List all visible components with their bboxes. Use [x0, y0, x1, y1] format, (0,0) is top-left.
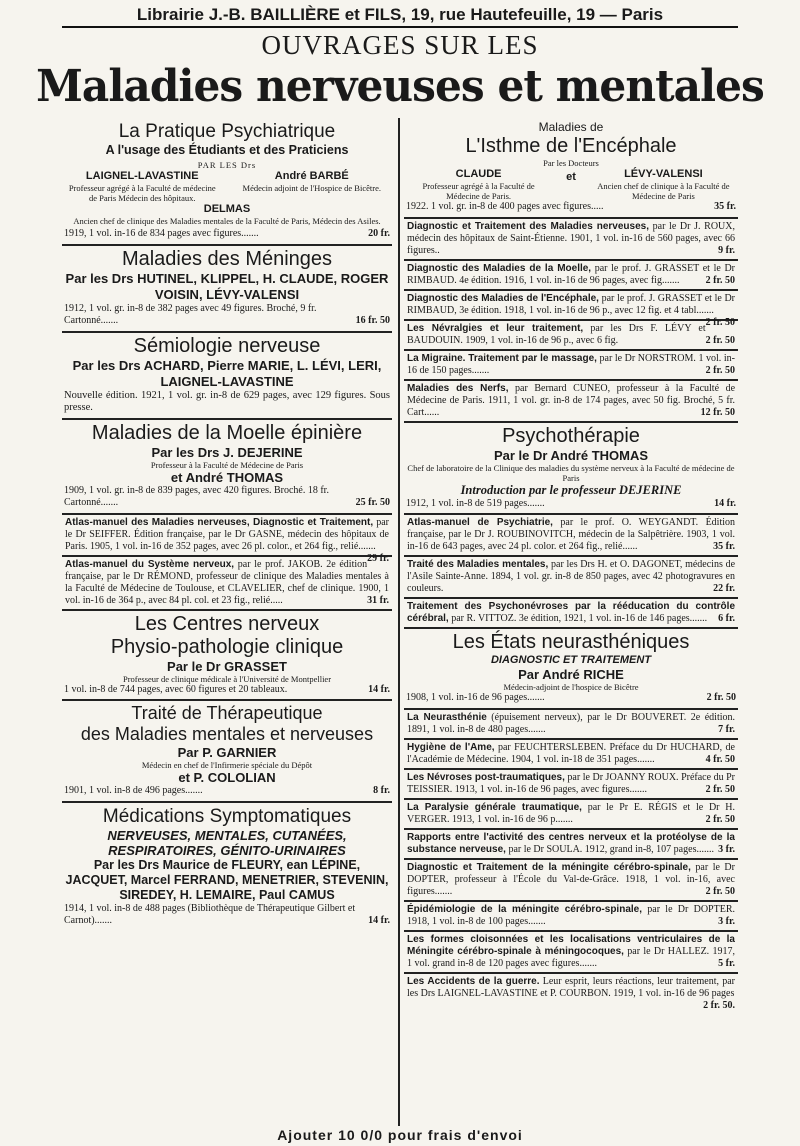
section-title: Sémiologie nerveuse: [133, 334, 321, 357]
book-entry: [404, 557, 738, 599]
price: 25 fr. 50: [355, 497, 390, 508]
section-title: des Maladies mentales et nerveuses: [80, 724, 374, 744]
price-line: [64, 228, 390, 241]
edition-info: 1919, 1 vol. in-16 de 834 pages avec figures.......: [64, 228, 259, 239]
author-name: DELMAS: [203, 203, 251, 215]
entry-title: Traitement des Psychonévroses par la rééducation du contrôle cérébral,: [407, 601, 735, 624]
section-subtitle: NERVEUSES, MENTALES, CUTANÉES,: [107, 827, 347, 843]
book-entry: [404, 830, 738, 860]
book-entry: [404, 261, 738, 291]
entry-text: par le prof. O. WEYGANDT. Édition française, par le Dr J. ROUBINOVITCH, médecin de la Salpêtrière. 1903, 1 vol. in-16 de 643 pages, avec 24 pl. color. et 264 fig., relié......: [407, 517, 736, 552]
price-line: [406, 692, 736, 705]
section-title: Médications Symptomatiques: [102, 805, 352, 827]
author-block: [406, 168, 551, 201]
right-column: [404, 118, 738, 1126]
section-authors: Par les Drs HUTINEL, KLIPPEL, H. CLAUDE, ROGER VOISIN, LÉVY-VALENSI: [65, 270, 389, 302]
edition-info: 1922. 1 vol. gr. in-8 de 400 pages avec figures.....: [406, 201, 604, 212]
entry-text: par le Pr E. RÉGIS et le Dr H. VERGER. 1913, 1 vol. in-16 de 96 p.......: [407, 801, 735, 825]
price: 2 fr. 50: [705, 885, 735, 897]
entry-text: par FEUCHTERSLEBEN. Préface du Dr HUCHARD, de l'Académie de Médecine. 1904, 1 vol. in-18 de 351 pages.......: [407, 741, 735, 765]
columns: [62, 118, 738, 1126]
author-desc: Médecin en chef de l'Infirmerie spéciale du Dépôt: [141, 760, 313, 770]
entry-title: La Paralysie générale traumatique,: [407, 801, 582, 813]
edition-info: 1901, 1 vol. in-8 de 496 pages.......: [64, 785, 203, 796]
author-block: [234, 170, 390, 203]
entry-title: Les Névralgies et leur traitement,: [407, 322, 584, 334]
edition-info: 1914, 1 vol. in-8 de 488 pages (Bibliothèque de Thérapeutique Gilbert et Carnot).......: [64, 902, 356, 926]
author-name: et André THOMAS: [170, 469, 284, 485]
entry-title: La Migraine. Traitement par le massage,: [407, 352, 597, 364]
author-name: Par le Dr GRASSET: [167, 658, 287, 674]
book-entry: [404, 515, 738, 557]
entry-title: Diagnostic et Traitement de la méningite cérébro-spinale,: [407, 861, 691, 873]
edition-info: 1912, 1 vol. gr. in-8 de 382 pages avec 49 figures. Broché, 9 fr. Cartonné.......: [64, 302, 317, 326]
section-title: Les Centres nerveux: [134, 612, 320, 635]
section-therapeutique: [62, 701, 392, 803]
section-title: Maladies des Méninges: [121, 247, 333, 270]
publisher-masthead: Librairie J.-B. BAILLIÈRE et FILS, 19, rue Hautefeuille, 19 — Paris: [136, 5, 664, 24]
par-label: PAR LES Drs: [197, 160, 257, 170]
price: 4 fr. 50: [705, 753, 735, 765]
author-name: et P. COLOLIAN: [178, 770, 276, 785]
entry-title: Les formes cloisonnées et les localisations ventriculaires de la Méningite cérébro-spinale à méningocoques,: [407, 933, 735, 957]
price: 16 fr. 50: [355, 315, 390, 326]
column-divider: [398, 118, 400, 1126]
section-title: L'Isthme de l'Encéphale: [465, 135, 677, 157]
entry-text: (épuisement nerveux), par le Dr BOUVERET. 2e édition. 1891, 1 vol. in-8 de 480 pages.......: [407, 711, 735, 735]
book-entry: [404, 974, 738, 1011]
author-desc: Ancien chef de clinique à la Faculté de Médecine de Paris: [597, 181, 730, 201]
section-isthme: [404, 118, 738, 219]
price: 2 fr. 50: [705, 274, 735, 286]
author-desc: Médecin adjoint de l'Hospice de Bicêtre.: [242, 183, 381, 193]
book-entry: [404, 321, 738, 351]
entry-title: Maladies des Nerfs,: [407, 382, 509, 394]
entry-text: par le Dr J. ROUX, médecin des hôpitaux de Saint-Étienne. 1901, 1 vol. in-16 de 560 pages, avec 66 figures..: [407, 220, 736, 256]
price: 12 fr. 50: [700, 406, 735, 418]
author-name: Par les Drs J. DEJERINE: [151, 444, 303, 460]
author-desc: Chef de laboratoire de la Clinique des maladies du système nerveux à la Faculté de médecine de Paris: [407, 462, 735, 483]
introduction-line: Introduction par le professeur DEJERINE: [460, 482, 682, 497]
shipping-note: Ajouter 10 0/0 pour frais d'envoi: [277, 1127, 523, 1143]
author-desc: Professeur agrégé à la Faculté de Médecine de Paris.: [422, 181, 535, 201]
author-name: CLAUDE: [455, 168, 502, 180]
entries-group-2: [404, 515, 738, 629]
section-subtitle: RESPIRATOIRES, GÉNITO-URINAIRES: [108, 842, 346, 858]
section-psychotherapie: [404, 423, 738, 516]
left-column: [62, 118, 392, 1126]
author-desc: Médecin-adjoint de l'hospice de Bicêtre: [503, 682, 639, 692]
price: 31 fr.: [367, 594, 389, 606]
entry-text: par le Dr SEIFFER. Édition française, par le Dr GASNE, médecin des hôpitaux de Paris. 1905, 1 vol. in-16 de 352 pages, avec 26 pl. color., et 264 fig., relié.......: [65, 516, 389, 552]
section-title: Traité de Thérapeutique: [131, 703, 323, 723]
price-line: [406, 201, 736, 214]
price: 3 fr.: [718, 843, 735, 855]
price: 35 fr.: [714, 201, 736, 212]
entries-group-3: [404, 710, 738, 1011]
section-moelle: [62, 420, 392, 515]
par-label: Par les Docteurs: [543, 158, 599, 168]
price: 6 fr.: [718, 613, 735, 624]
author-name: Par André RICHE: [518, 667, 624, 682]
book-entry: [404, 381, 738, 423]
price: 20 fr.: [368, 228, 390, 239]
author-name: André BARBÉ: [274, 170, 349, 182]
authors-row: [406, 168, 736, 201]
price: 35 fr.: [713, 541, 735, 552]
entry-title: La Neurasthénie: [407, 711, 487, 723]
entry-title: Épidémiologie de la méningite cérébro-spinale,: [407, 903, 642, 915]
entry-title: Diagnostic des Maladies de l'Encéphale,: [407, 292, 599, 304]
author-name: Par P. GARNIER: [177, 745, 277, 760]
price-line: [64, 785, 390, 798]
price: 7 fr.: [718, 723, 735, 735]
entry-text: par le Dr HALLEZ. 1917, 1 vol. grand in-8 de 120 pages avec figures.......: [407, 945, 735, 969]
book-entry: [404, 219, 738, 261]
entry-title: Les Névroses post-traumatiques,: [407, 771, 565, 783]
section-meninges: [62, 246, 392, 333]
book-entry: [404, 932, 738, 974]
entry-text: par le Dr JOANNY ROUX. Préface du Pr TEISSIER. 1913, 1 vol. in-16 de 96 pages, avec figures.......: [407, 771, 735, 795]
price: 14 fr.: [714, 497, 736, 509]
entry-text: par le Dr NORSTROM. 1 vol. in-16 de 150 pages.......: [407, 352, 735, 376]
price-line: [406, 498, 736, 511]
author-desc: Professeur agrégé à la Faculté de médecine de Paris Médecin des hôpitaux.: [68, 183, 216, 203]
price: 2 fr. 50: [705, 783, 735, 795]
section-title: Physio-pathologie clinique: [110, 635, 344, 658]
entry-text: par le prof. J. GRASSET et le Dr RIMBAUD. 4e édition. 1916, 1 vol. in-16 de 96 pages, avec fig.......: [407, 262, 736, 286]
section-title: La Pratique Psychiatrique: [118, 121, 336, 142]
entry-text: Leur esprit, leurs réactions, leur traitement, par les Drs LAIGNEL-LAVASTINE et P. COURBON. 1919, 1 vol. in-16 de 96 pages: [407, 975, 735, 999]
section-semiologie: [62, 333, 392, 420]
et-label: et: [566, 171, 576, 183]
price: 3 fr.: [718, 915, 735, 927]
author-name: LAIGNEL-LAVASTINE: [85, 170, 199, 182]
ouvrages-heading: OUVRAGES SUR LES: [261, 30, 539, 60]
author-desc: Ancien chef de clinique des Maladies mentales de la Faculté de Paris, Médecin des Asiles.: [73, 216, 381, 226]
author-name: LÉVY-VALENSI: [624, 168, 703, 180]
edition-info: 1 vol. in-8 de 744 pages, avec 60 figures et 20 tableaux.: [64, 683, 288, 695]
entry-text: par le Dr SOULA. 1912, grand in-8, 107 pages.......: [508, 843, 714, 855]
price-line: [64, 485, 390, 510]
edition-info: 1909, 1 vol. gr. in-8 de 839 pages, avec 420 figures. Broché. 18 fr. Cartonné.......: [64, 484, 329, 508]
book-entry: [404, 800, 738, 830]
entry-text: par R. VITTOZ. 3e édition, 1921, 1 vol. in-16 de 146 pages.......: [451, 613, 708, 624]
entry-title: Hygiène de l'Ame,: [407, 741, 495, 753]
price: 29 fr.: [367, 552, 389, 564]
section-centres-nerveux: [62, 611, 392, 702]
book-entry: [404, 902, 738, 932]
entry-title: Atlas-manuel des Maladies nerveuses, Diagnostic et Traitement,: [65, 516, 374, 528]
entry-text: par le prof. JAKOB. 2e édition française, par le Dr RÉMOND, professeur de clinique des Maladies mentales à la Faculté de Médecine de Toulouse, et CLAVELIER, chef de clinique. 1900, 1 vol. in-16 de 364 p., avec 84 pl. col. et 23 fig., relié.....: [65, 558, 389, 606]
entry-title: Les Accidents de la guerre.: [407, 975, 540, 987]
entry-title: Diagnostic des Maladies de la Moelle,: [407, 262, 592, 274]
section-medications: [62, 803, 392, 931]
entry-text: par le prof. J. GRASSET et le Dr RIMBAUD, 3e édition. 1918, 1 vol. in-16 de 96 p., avec 12 fig. et 4 tabl.......: [407, 292, 735, 316]
price: 2 fr. 50: [705, 364, 735, 376]
entry-text: par le Dr DOPTER, professeur à l'École du Val-de-Grâce. 1918, 1 vol. in-16, avec figures.......: [407, 861, 735, 897]
author-desc: Professeur de clinique médicale à l'Université de Montpellier: [122, 673, 332, 684]
section-title: Psychothérapie: [502, 424, 640, 447]
price: 14 fr.: [368, 915, 390, 926]
entry-text: par les Drs F. LÉVY et BAUDOUIN. 1909, 1 vol. in-16 de 96 p., avec 6 fig.: [407, 322, 706, 346]
section-subtitle: DIAGNOSTIC ET TRAITEMENT: [490, 654, 652, 666]
author-name: Par le Dr André THOMAS: [493, 447, 649, 463]
edition-info: 1912, 1 vol. in-8 de 519 pages.......: [406, 497, 545, 509]
edition-info: Nouvelle édition. 1921, 1 vol. gr. in-8 de 629 pages, avec 129 figures. Sous presse.: [64, 389, 390, 413]
book-entry: [404, 710, 738, 740]
section-pratique-psychiatrique: [62, 118, 392, 246]
section-subtitle: A l'usage des Étudiants et des Praticiens: [105, 143, 349, 157]
authors-row: [64, 170, 390, 203]
price: 2 fr. 50: [705, 813, 735, 825]
entry-title: Diagnostic et Traitement des Maladies nerveuses,: [407, 220, 649, 232]
book-entry: [404, 860, 738, 902]
section-pretitle: Maladies de: [538, 120, 604, 134]
entry-title: Rapports entre l'activité des centres nerveux et la protéolyse de la substance nerveuse,: [407, 831, 735, 855]
price: 2 fr. 50.: [703, 999, 735, 1011]
price: 8 fr.: [373, 785, 390, 796]
price: 14 fr.: [368, 683, 390, 695]
section-title: Maladies de la Moelle épinière: [91, 421, 363, 444]
entries-group-1: [404, 219, 738, 423]
section-etats-neurastheniques: [404, 629, 738, 710]
price: 2 fr. 50: [705, 334, 735, 346]
price-line: [64, 303, 390, 328]
book-entry: [404, 599, 738, 629]
price: 5 fr.: [718, 957, 735, 969]
entry-title: Atlas-manuel de Psychiatrie,: [407, 517, 553, 528]
main-title: Maladies nerveuses et mentales: [36, 61, 764, 112]
price: 9 fr.: [718, 244, 735, 256]
author-block: [64, 170, 220, 203]
author-block: [591, 168, 736, 201]
entry-text: par Bernard CUNEO, professeur à la Faculté de Médecine de Paris. 1911, 1 vol. gr. in-8 de 174 pages, avec 50 fig. Broché, 5 fr. Cart......: [407, 382, 736, 418]
entry-atlas-systeme-nerveux: [62, 557, 392, 611]
book-entry: [404, 740, 738, 770]
entry-title: Atlas-manuel du Système nerveux,: [65, 558, 235, 570]
price: 2 fr. 50: [706, 692, 736, 703]
book-entry: [404, 770, 738, 800]
section-authors: Par les Drs Maurice de FLEURY, ean LÉPINE, JACQUET, Marcel FERRAND, MENETRIER, STEVENIN, SIREDEY, H. LEMAIRE, Paul CAMUS: [65, 857, 389, 902]
edition-info: 1908, 1 vol. in-16 de 96 pages.......: [406, 692, 545, 703]
price: 22 fr.: [713, 583, 735, 594]
masthead-rule: [62, 26, 738, 28]
price-line: [64, 903, 390, 928]
entry-title: Traité des Maladies mentales,: [407, 559, 549, 570]
entry-text: par les Drs H. et O. DAGONET, médecins de l'Asile Sainte-Anne. 1894, 1 vol. gr. in-8 de 850 pages, avec 42 photogravures en couleurs.: [407, 559, 736, 594]
price-line: [64, 684, 390, 697]
book-entry: [404, 351, 738, 381]
section-authors: Par les Drs ACHARD, Pierre MARIE, L. LÉVI, LERI, LAIGNEL-LAVASTINE: [72, 357, 382, 389]
price: 2 fr. 50: [705, 316, 735, 328]
entry-text: par le Dr DOPTER. 1918, 1 vol. in-8 de 100 pages.......: [407, 903, 735, 927]
author-desc: Professeur à la Faculté de Médecine de Paris: [150, 459, 304, 470]
section-title: Les États neurasthéniques: [452, 631, 690, 653]
